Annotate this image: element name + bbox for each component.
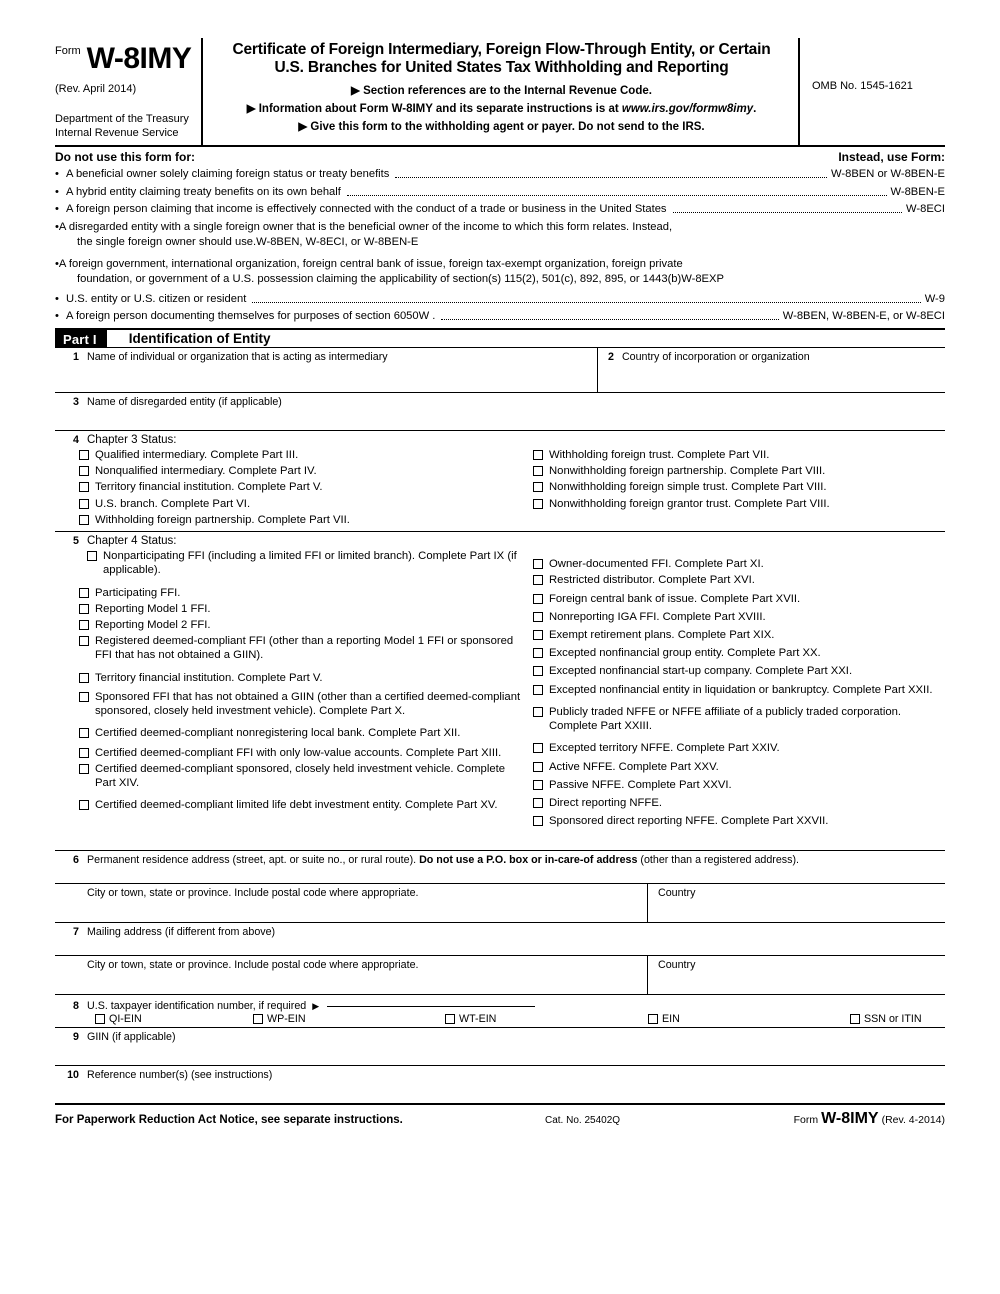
part-1-title: Identification of Entity [128,331,271,346]
do-not-use-item [55,292,945,306]
field-10-label: Reference number(s) (see instructions) [87,1069,273,1082]
wt-ein-checkbox-item[interactable] [445,1013,648,1025]
do-not-use-item-answer: W-8BEN, W-8BEN-E, or W-8ECI [782,310,945,322]
ein-checkbox-item[interactable] [648,1013,850,1025]
checkbox-icon[interactable] [533,450,543,460]
chapter4-checkbox-label: Foreign central bank of issue. Complete Part XVII. [549,592,801,605]
chapter-4-columns [55,547,945,828]
do-not-use-item-cont-text: foundation, or government of a U.S. possession claiming the applicability of section(s) 115(2), 501(c), 892, 895, or 1443(b) [77,272,682,285]
checkbox-icon[interactable] [445,1014,455,1024]
chapter4-checkbox-item[interactable] [533,592,945,606]
chapter3-checkbox-label: Withholding foreign trust. Complete Part VII. [549,449,770,461]
checkbox-icon[interactable] [533,630,543,640]
do-not-use-item-text: A foreign government, international organization, foreign central bank of issue, foreign tax-exempt organization, foreign private [58,257,683,270]
checkbox-icon[interactable] [79,620,89,630]
dot-leader [441,319,778,320]
do-not-use-item-text: A disregarded entity with a single foreign owner that is the beneficial owner of the income to which this form relates. Instead, [58,220,673,233]
field-1-2-row [55,347,945,392]
do-not-use-item-answer: W-9 [924,292,945,305]
chapter4-checkbox-label: Publicly traded NFFE or NFFE affiliate of a publicly traded corporation. Complete Part XXIII. [549,705,902,733]
paperwork-notice: For Paperwork Reduction Act Notice, see separate instructions. [55,1114,403,1127]
field-2-label-row [608,348,945,363]
field-8-cell [55,994,945,1027]
chapter4-checkbox-item[interactable] [533,628,945,642]
do-not-use-item-answer: W-8BEN-E [890,185,945,198]
checkbox-icon[interactable] [533,743,543,753]
qi-ein-label: QI-EIN [109,1013,142,1026]
omb-block [800,38,945,145]
chapter4-checkbox-label: Excepted nonfinancial group entity. Complete Part XX. [549,647,821,660]
field-7-city-country-row [55,955,945,994]
give-to-agent-note: ▶ Give this form to the withholding agent or payer. Do not send to the IRS. [298,120,705,133]
dot-leader [252,302,920,303]
do-not-use-item [55,257,945,271]
field-7-label-row [55,923,945,938]
do-not-use-item-text: A hybrid entity claiming treaty benefits on its own behalf [66,185,341,198]
checkbox-icon[interactable] [79,728,89,738]
field-6-country-label: Country [658,887,696,900]
instructions-note-suffix: . [753,102,757,115]
do-not-use-item-text: U.S. entity or U.S. citizen or resident [66,292,247,305]
checkbox-icon[interactable] [533,612,543,622]
do-not-use-item [55,185,945,199]
ssn-itin-label: SSN or ITIN [864,1013,922,1026]
checkbox-icon[interactable] [79,482,89,492]
field-3-label-row [55,393,945,408]
chapter4-checkbox-item[interactable] [79,798,523,812]
w8imy-form [55,38,945,1128]
do-not-use-heading: Do not use this form for: [55,149,195,164]
chapter-4-section [55,531,945,828]
field-6-number: 6 [73,854,79,867]
chapter4-checkbox-item[interactable] [533,760,945,774]
field-8-number: 8 [73,1000,79,1013]
do-not-use-header [55,150,945,164]
chapter3-checkbox-item[interactable] [533,464,945,478]
chapter-3-heading-row [55,434,945,446]
checkbox-icon[interactable] [533,816,543,826]
do-not-use-item-continuation [55,272,945,286]
field-7-country-cell[interactable] [648,956,945,994]
checkbox-icon[interactable] [533,466,543,476]
form-word-label: Form [55,45,81,57]
checkbox-icon[interactable] [95,1014,105,1024]
chapter3-checkbox-item[interactable] [79,480,523,494]
field-1-label-row [55,348,597,363]
chapter4-checkbox-label: Active NFFE. Complete Part XXV. [549,760,719,773]
wt-ein-label: WT-EIN [459,1013,497,1026]
chapter-3-columns [55,446,945,527]
checkbox-icon[interactable] [79,450,89,460]
chapter4-checkbox-label: Nonreporting IGA FFI. Complete Part XVIII. [549,610,766,623]
instructions-link-note [213,101,790,115]
do-not-use-item [55,202,945,216]
department-line-1: Department of the Treasury [55,113,189,125]
chapter4-checkbox-label: Reporting Model 2 FFI. [95,618,211,631]
wp-ein-label: WP-EIN [267,1013,306,1026]
field-6-label-bold: Do not use a P.O. box or in-care-of address [419,854,638,867]
field-8-checkbox-row [55,1012,945,1027]
chapter4-checkbox-label: Excepted nonfinancial start-up company. Complete Part XXI. [549,665,853,678]
chapter4-checkbox-label: Excepted nonfinancial entity in liquidation or bankruptcy. Complete Part XXII. [549,683,933,696]
field-9-label-row [55,1028,945,1043]
do-not-use-item [55,309,945,323]
bullet-icon: • [55,185,59,198]
dot-leader [347,195,887,196]
do-not-use-item-text: A foreign person documenting themselves for purposes of section 6050W . [66,310,436,322]
chapter4-checkbox-item[interactable] [533,557,945,571]
form-number: W-8IMY [86,42,192,75]
field-6-city-country-row [55,883,945,922]
field-2-cell[interactable] [598,348,945,392]
department-line-2: Internal Revenue Service [55,126,179,139]
chapter4-checkbox-label: Reporting Model 1 FFI. [95,602,211,615]
chapter-3-section [55,430,945,527]
bullet-icon: • [55,310,59,322]
form-footer [55,1103,945,1128]
field-7-label: Mailing address (if different from above) [87,926,276,939]
chapter3-checkbox-item[interactable] [533,497,945,511]
part-1-tag: Part I [55,330,107,347]
field-3-cell[interactable] [55,392,945,430]
chapter4-checkbox-item[interactable] [79,762,523,790]
chapter4-checkbox-label: Restricted distributor. Complete Part XVI. [549,574,755,587]
chapter3-checkbox-item[interactable] [79,464,523,478]
chapter3-checkbox-label: Nonwithholding foreign simple trust. Complete Part VIII. [549,481,827,494]
chapter4-checkbox-label: Participating FFI. [95,586,181,599]
chapter-3-left-column [55,446,523,527]
chapter3-checkbox-label: Nonwithholding foreign grantor trust. Complete Part VIII. [549,497,830,510]
tin-entry-rule[interactable] [327,1006,535,1007]
field-10-cell[interactable] [55,1065,945,1103]
field-7-cell[interactable] [55,922,945,955]
chapter4-checkbox-item[interactable] [533,705,945,733]
checkbox-icon[interactable] [533,798,543,808]
do-not-use-item-cont-text: the single foreign owner should use [77,235,254,248]
chapter4-checkbox-item[interactable] [533,683,945,697]
chapter4-checkbox-item[interactable] [79,634,523,662]
chapter4-checkbox-label: Registered deemed-compliant FFI (other than a reporting Model 1 FFI or sponsored FFI that has not obtained a GIIN). [95,635,514,662]
field-2-number: 2 [608,351,614,363]
chapter-4-heading-row [55,535,945,547]
bullet-icon: • [55,292,59,305]
checkbox-icon[interactable] [79,636,89,646]
bullet-icon: • [55,257,59,270]
field-6-cell[interactable] [55,850,945,883]
do-not-use-item-answer: W-8EXP [681,272,724,285]
bullet-icon: • [55,203,59,215]
chapter4-checkbox-item[interactable] [533,741,945,755]
do-not-use-item-text: A foreign person claiming that income is effectively connected with the conduct of a trade or business in the United States [66,203,667,215]
do-not-use-item-answer: .W-8BEN, W-8ECI, or W-8BEN-E [253,235,419,248]
checkbox-icon[interactable] [533,482,543,492]
checkbox-icon[interactable] [79,764,89,774]
checkbox-icon[interactable] [79,692,89,702]
chapter4-checkbox-item[interactable] [533,573,945,587]
field-3-label: Name of disregarded entity (if applicable) [87,396,282,408]
section-reference-note: ▶ Section references are to the Internal Revenue Code. [351,84,652,97]
chapter4-checkbox-label: Excepted territory NFFE. Complete Part XXIV. [549,742,780,755]
chapter-3-number: 4 [73,434,79,446]
checkbox-icon[interactable] [87,551,97,561]
checkbox-icon[interactable] [79,604,89,614]
checkbox-icon[interactable] [79,588,89,598]
catalog-number: Cat. No. 25402Q [545,1115,621,1127]
footer-form-word: Form [793,1114,819,1127]
checkbox-icon[interactable] [79,673,89,683]
department-block [55,113,195,141]
dot-leader [673,212,903,213]
field-6-label-row [55,851,945,866]
checkbox-icon[interactable] [533,575,543,585]
chapter3-checkbox-item[interactable] [79,497,523,511]
chapter4-checkbox-item[interactable] [533,796,945,810]
field-8-label: U.S. taxpayer identification number, if required [87,1000,307,1013]
chapter4-checkbox-item[interactable] [79,690,523,718]
field-10-number: 10 [67,1069,79,1082]
chapter4-checkbox-item[interactable] [79,746,523,760]
header-left-block [55,38,203,145]
checkbox-icon[interactable] [253,1014,263,1024]
checkbox-icon[interactable] [533,648,543,658]
field-8-label-row [55,997,945,1012]
chapter4-checkbox-item[interactable] [533,610,945,624]
chapter4-checkbox-label: Owner-documented FFI. Complete Part XI. [549,558,764,571]
field-6-label-post: (other than a registered address). [637,854,800,867]
instructions-note-prefix: ▶ Information about Form W-8IMY and its separate instructions is at [246,102,622,115]
chapter4-checkbox-item[interactable] [79,726,523,740]
chapter4-checkbox-label: Direct reporting NFFE. [549,796,662,809]
chapter4-checkbox-item[interactable] [79,671,523,685]
right-arrow-icon: ▶ [312,1000,320,1011]
chapter-3-right-column [523,446,945,527]
chapter4-checkbox-item[interactable] [533,664,945,678]
chapter-4-heading: Chapter 4 Status: [87,535,177,548]
field-2-label: Country of incorporation or organization [621,351,810,363]
checkbox-icon[interactable] [533,780,543,790]
chapter3-checkbox-item[interactable] [79,513,523,527]
chapter4-checkbox-label: Sponsored FFI that has not obtained a GIIN (other than a certified deemed-compliant sponsored, closely held investment vehicle). Complete Part X. [95,690,521,718]
chapter4-checkbox-item[interactable] [533,814,945,828]
chapter4-checkbox-label: Nonparticipating FFI (including a limited FFI or limited branch). Complete Part IX (if applicable). [103,550,517,577]
chapter4-checkbox-label: Certified deemed-compliant sponsored, closely held investment vehicle. Complete Part XIV. [95,762,506,789]
chapter4-checkbox-item[interactable] [87,549,523,577]
field-3-number: 3 [73,396,79,408]
checkbox-icon[interactable] [533,685,543,695]
field-6-city-label: City or town, state or province. Include postal code where appropriate. [87,887,419,900]
field-6-label-pre: Permanent residence address (street, apt. or suite no., or rural route). [87,854,420,867]
bullet-icon: • [55,220,59,233]
footer-form-number: W-8IMY [821,1110,879,1128]
field-7-city-cell[interactable] [55,956,648,994]
form-title-line-1: Certificate of Foreign Intermediary, Foreign Flow-Through Entity, or Certain [232,41,771,58]
checkbox-icon[interactable] [533,499,543,509]
field-9-label: GIIN (if applicable) [87,1031,176,1044]
chapter3-checkbox-label: Qualified intermediary. Complete Part III. [95,449,299,461]
chapter3-checkbox-label: Nonqualified intermediary. Complete Part IV. [95,465,317,478]
dot-leader [395,177,827,178]
field-7-number: 7 [73,926,79,939]
chapter4-checkbox-label: Certified deemed-compliant nonregistering local bank. Complete Part XII. [95,727,461,740]
chapter4-checkbox-item[interactable] [533,778,945,792]
checkbox-icon[interactable] [79,748,89,758]
chapter3-checkbox-label: U.S. branch. Complete Part VI. [95,497,251,510]
chapter3-checkbox-item[interactable] [533,480,945,494]
field-10-label-row [55,1066,945,1081]
checkbox-icon[interactable] [533,666,543,676]
footer-form-id [794,1110,945,1128]
do-not-use-item-answer: W-8BEN or W-8BEN-E [831,168,945,180]
field-7-country-label: Country [658,959,696,972]
chapter4-checkbox-label: Exempt retirement plans. Complete Part XIX. [549,628,775,641]
wp-ein-checkbox-item[interactable] [253,1013,445,1025]
chapter-4-right-column [523,547,945,828]
chapter4-checkbox-label: Certified deemed-compliant limited life debt investment entity. Complete Part XV. [95,799,498,812]
revision-date: (Rev. April 2014) [55,83,137,95]
do-not-use-item [55,220,945,234]
checkbox-icon[interactable] [79,499,89,509]
chapter4-checkbox-label: Certified deemed-compliant FFI with only low-value accounts. Complete Part XIII. [95,746,502,759]
checkbox-icon[interactable] [850,1014,860,1024]
instead-use-form-heading: Instead, use Form: [838,149,945,164]
do-not-use-item-text: A beneficial owner solely claiming foreign status or treaty benefits [66,168,390,180]
chapter3-checkbox-label: Withholding foreign partnership. Complete Part VII. [95,513,350,526]
chapter4-checkbox-item[interactable] [79,618,523,632]
chapter4-checkbox-item[interactable] [79,586,523,600]
chapter3-checkbox-item[interactable] [79,448,523,462]
field-9-cell[interactable] [55,1027,945,1065]
ssn-itin-checkbox-item[interactable] [850,1013,922,1025]
qi-ein-checkbox-item[interactable] [95,1013,253,1025]
chapter3-checkbox-label: Territory financial institution. Complete Part V. [95,481,323,494]
do-not-use-item-answer: W-8ECI [906,203,945,215]
chapter-3-heading: Chapter 3 Status: [87,434,177,446]
bullet-icon: • [55,168,59,180]
checkbox-icon[interactable] [533,559,543,569]
part-1-bar [55,328,945,347]
checkbox-icon[interactable] [79,515,89,525]
field-9-number: 9 [73,1031,79,1044]
checkbox-icon[interactable] [79,466,89,476]
field-1-label: Name of individual or organization that is acting as intermediary [87,351,388,363]
field-1-cell[interactable] [55,348,598,392]
field-6-city-cell[interactable] [55,884,648,922]
checkbox-icon[interactable] [533,707,543,717]
chapter-4-left-column [55,547,523,828]
ein-label: EIN [662,1013,680,1026]
field-1-number: 1 [73,351,79,363]
do-not-use-item-continuation [55,235,945,249]
chapter4-checkbox-item[interactable] [533,646,945,660]
footer-form-rev: (Rev. 4-2014) [881,1114,945,1127]
field-6-country-cell[interactable] [648,884,945,922]
omb-number: OMB No. 1545-1621 [812,80,913,92]
field-7-city-label: City or town, state or province. Include postal code where appropriate. [87,959,419,972]
chapter4-checkbox-item[interactable] [79,602,523,616]
chapter-4-number: 5 [73,535,79,548]
checkbox-icon[interactable] [533,594,543,604]
checkbox-icon[interactable] [533,762,543,772]
chapter4-checkbox-label: Territory financial institution. Complete Part V. [95,671,323,684]
chapter4-checkbox-label: Sponsored direct reporting NFFE. Complete Part XXVII. [549,815,829,828]
chapter3-checkbox-label: Nonwithholding foreign partnership. Complete Part VIII. [549,465,826,478]
form-title-line-2: U.S. Branches for United States Tax Withholding and Reporting [274,59,729,77]
irs-url: www.irs.gov/formw8imy [621,102,754,115]
chapter4-checkbox-label: Passive NFFE. Complete Part XXVI. [549,778,732,791]
do-not-use-item [55,167,945,181]
chapter3-checkbox-item[interactable] [533,448,945,462]
checkbox-icon[interactable] [648,1014,658,1024]
checkbox-icon[interactable] [79,800,89,810]
header-title-block [203,38,800,145]
form-header [55,38,945,147]
